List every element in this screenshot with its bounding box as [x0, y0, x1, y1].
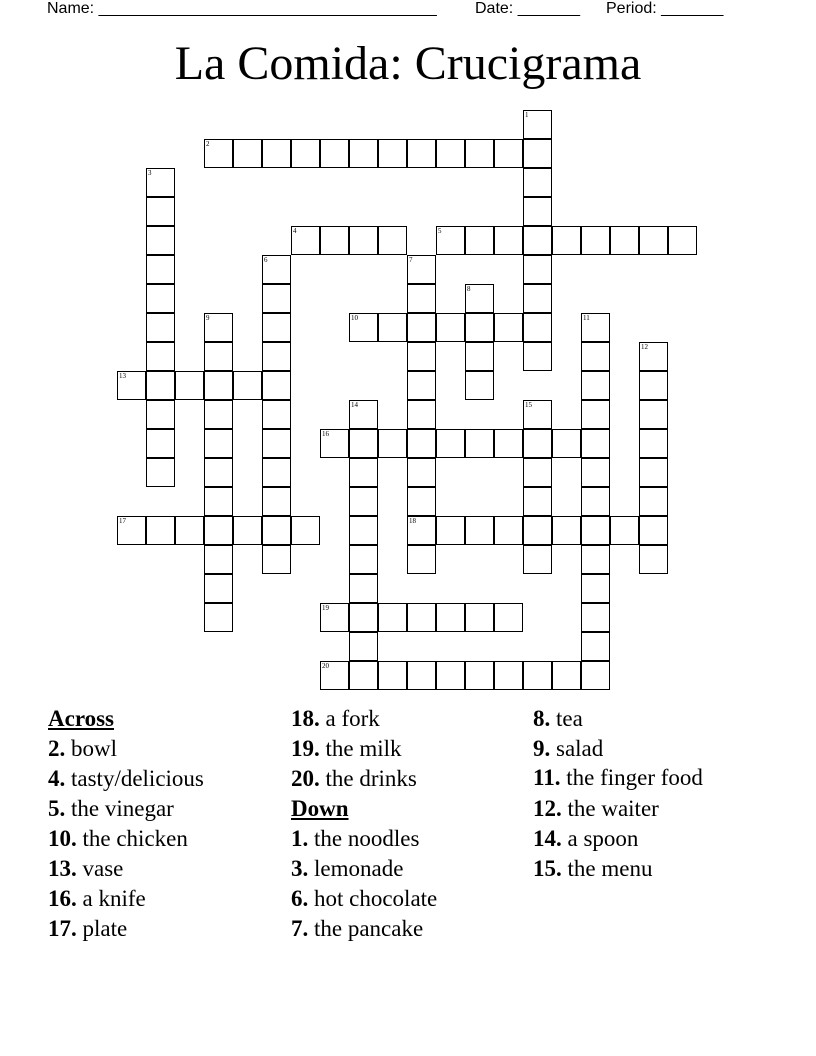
grid-cell[interactable]	[233, 371, 262, 400]
grid-cell[interactable]	[117, 516, 146, 545]
grid-cell[interactable]	[523, 661, 552, 690]
grid-cell[interactable]	[494, 661, 523, 690]
grid-cell[interactable]	[465, 516, 494, 545]
clue-across-5: 5. the vinegar	[48, 796, 174, 821]
grid-cell[interactable]	[349, 458, 378, 487]
grid-cell[interactable]	[639, 371, 668, 400]
grid-cell[interactable]	[639, 400, 668, 429]
grid-cell[interactable]	[552, 226, 581, 255]
down-heading: Down	[291, 796, 349, 821]
grid-cell[interactable]	[262, 139, 291, 168]
grid-cell[interactable]	[639, 342, 668, 371]
grid-cell[interactable]	[146, 458, 175, 487]
grid-cell[interactable]	[465, 313, 494, 342]
cell-number: 2	[206, 140, 210, 148]
grid-cell[interactable]	[262, 487, 291, 516]
cell-number: 11	[583, 314, 590, 322]
clue-down-14: 14. a spoon	[533, 826, 639, 851]
grid-cell[interactable]	[581, 400, 610, 429]
grid-cell[interactable]	[523, 400, 552, 429]
grid-cell[interactable]	[378, 313, 407, 342]
cell-number: 20	[322, 662, 329, 670]
grid-cell[interactable]	[581, 661, 610, 690]
clue-column-1	[48, 704, 288, 944]
grid-cell[interactable]	[407, 487, 436, 516]
grid-cell[interactable]	[581, 226, 610, 255]
grid-cell[interactable]	[204, 487, 233, 516]
grid-cell[interactable]	[291, 226, 320, 255]
grid-cell[interactable]	[146, 168, 175, 197]
period-line: _______	[661, 0, 724, 17]
grid-cell[interactable]	[407, 545, 436, 574]
grid-cell[interactable]	[146, 400, 175, 429]
grid-cell[interactable]	[581, 487, 610, 516]
grid-cell[interactable]	[465, 603, 494, 632]
grid-cell[interactable]	[146, 371, 175, 400]
grid-cell[interactable]	[523, 168, 552, 197]
grid-cell[interactable]	[523, 429, 552, 458]
cell-number: 8	[467, 285, 471, 293]
grid-cell[interactable]	[146, 255, 175, 284]
grid-cell[interactable]	[436, 603, 465, 632]
grid-cell[interactable]	[581, 574, 610, 603]
grid-cell[interactable]	[233, 139, 262, 168]
clue-down-11: 11. the finger food	[533, 765, 703, 790]
clue-across-13: 13. vase	[48, 856, 124, 881]
grid-cell[interactable]	[378, 429, 407, 458]
grid-cell[interactable]	[581, 371, 610, 400]
grid-cell[interactable]	[407, 342, 436, 371]
grid-cell[interactable]	[436, 226, 465, 255]
grid-cell[interactable]	[407, 458, 436, 487]
grid-cell[interactable]	[494, 429, 523, 458]
grid-cell[interactable]	[175, 371, 204, 400]
grid-cell[interactable]	[349, 574, 378, 603]
grid-cell[interactable]	[204, 458, 233, 487]
clue-across-19: 19. the milk	[291, 736, 402, 761]
grid-cell[interactable]	[262, 516, 291, 545]
grid-cell[interactable]	[494, 603, 523, 632]
clue-down-15: 15. the menu	[533, 856, 653, 881]
grid-cell[interactable]	[465, 226, 494, 255]
cell-number: 13	[119, 372, 126, 380]
grid-cell[interactable]	[639, 458, 668, 487]
grid-cell[interactable]	[407, 371, 436, 400]
grid-cell[interactable]	[436, 661, 465, 690]
cell-number: 12	[641, 343, 648, 351]
grid-cell[interactable]	[581, 342, 610, 371]
grid-cell[interactable]	[523, 313, 552, 342]
cell-number: 6	[264, 256, 268, 264]
grid-cell[interactable]	[407, 603, 436, 632]
grid-cell[interactable]	[465, 284, 494, 313]
grid-cell[interactable]	[465, 429, 494, 458]
grid-cell[interactable]	[349, 632, 378, 661]
grid-cell[interactable]	[378, 661, 407, 690]
grid-cell[interactable]	[146, 342, 175, 371]
grid-cell[interactable]	[581, 632, 610, 661]
grid-cell[interactable]	[523, 139, 552, 168]
clue-across-4: 4. tasty/delicious	[48, 766, 204, 791]
name-label: Name:	[47, 0, 95, 17]
grid-cell[interactable]	[523, 110, 552, 139]
grid-cell[interactable]	[262, 255, 291, 284]
grid-cell[interactable]	[494, 139, 523, 168]
grid-cell[interactable]	[610, 516, 639, 545]
grid-cell[interactable]	[494, 516, 523, 545]
grid-cell[interactable]	[262, 313, 291, 342]
grid-cell[interactable]	[146, 429, 175, 458]
grid-cell[interactable]	[407, 313, 436, 342]
grid-cell[interactable]	[349, 487, 378, 516]
clue-down-8: 8. tea	[533, 706, 583, 731]
grid-cell[interactable]	[523, 545, 552, 574]
grid-cell[interactable]	[581, 603, 610, 632]
clue-across-18: 18. a fork	[291, 706, 380, 731]
grid-cell[interactable]	[262, 371, 291, 400]
cell-number: 9	[206, 314, 210, 322]
grid-cell[interactable]	[407, 255, 436, 284]
clue-down-6: 6. hot chocolate	[291, 886, 438, 911]
grid-cell[interactable]	[204, 400, 233, 429]
grid-cell[interactable]	[262, 342, 291, 371]
grid-cell[interactable]	[349, 661, 378, 690]
grid-cell[interactable]	[465, 139, 494, 168]
grid-cell[interactable]	[146, 197, 175, 226]
grid-cell[interactable]	[639, 226, 668, 255]
grid-cell[interactable]	[349, 313, 378, 342]
grid-cell[interactable]	[204, 139, 233, 168]
grid-cell[interactable]	[204, 516, 233, 545]
clue-across-16: 16. a knife	[48, 886, 146, 911]
across-heading: Across	[48, 706, 115, 731]
period-label: Period:	[606, 0, 657, 17]
grid-cell[interactable]	[494, 226, 523, 255]
cell-number: 5	[438, 227, 442, 235]
grid-cell[interactable]	[378, 226, 407, 255]
grid-cell[interactable]	[204, 574, 233, 603]
clue-down-12: 12. the waiter	[533, 796, 659, 821]
grid-cell[interactable]	[291, 516, 320, 545]
grid-cell[interactable]	[523, 516, 552, 545]
grid-cell[interactable]	[378, 603, 407, 632]
grid-cell[interactable]	[523, 284, 552, 313]
date-line: _______	[517, 0, 580, 17]
grid-cell[interactable]	[552, 429, 581, 458]
grid-cell[interactable]	[349, 429, 378, 458]
grid-cell[interactable]	[407, 661, 436, 690]
grid-cell[interactable]	[494, 313, 523, 342]
grid-cell[interactable]	[146, 284, 175, 313]
grid-cell[interactable]	[349, 516, 378, 545]
page-title: La Comida: Crucigrama	[174, 37, 642, 90]
cell-number: 10	[351, 314, 358, 322]
cell-number: 1	[525, 111, 529, 119]
cell-number: 7	[409, 256, 413, 264]
grid-cell[interactable]	[581, 313, 610, 342]
grid-cell[interactable]	[465, 661, 494, 690]
grid-cell[interactable]	[146, 516, 175, 545]
grid-cell[interactable]	[407, 284, 436, 313]
clue-across-20: 20. the drinks	[291, 766, 417, 791]
grid-cell[interactable]	[262, 400, 291, 429]
grid-cell[interactable]	[204, 342, 233, 371]
name-line: ______________________________________	[98, 0, 437, 17]
grid-cell[interactable]	[523, 226, 552, 255]
grid-cell[interactable]	[349, 545, 378, 574]
grid-cell[interactable]	[262, 458, 291, 487]
clue-down-1: 1. the noodles	[291, 826, 420, 851]
cell-number: 18	[409, 517, 416, 525]
grid-cell[interactable]	[436, 313, 465, 342]
grid-cell[interactable]	[465, 342, 494, 371]
clue-down-9: 9. salad	[533, 736, 604, 761]
clue-column-2	[291, 704, 531, 944]
grid-cell[interactable]	[581, 545, 610, 574]
cell-number: 16	[322, 430, 329, 438]
clue-down-7: 7. the pancake	[291, 916, 424, 941]
grid-cell[interactable]	[320, 139, 349, 168]
grid-cell[interactable]	[581, 516, 610, 545]
grid-cell[interactable]	[407, 139, 436, 168]
grid-cell[interactable]	[523, 255, 552, 284]
grid-cell[interactable]	[233, 516, 262, 545]
grid-cell[interactable]	[262, 284, 291, 313]
grid-cell[interactable]	[204, 603, 233, 632]
grid-cell[interactable]	[117, 371, 146, 400]
grid-cell[interactable]	[204, 545, 233, 574]
grid-cell[interactable]	[146, 226, 175, 255]
grid-cell[interactable]	[320, 226, 349, 255]
grid-cell[interactable]	[146, 313, 175, 342]
grid-cell[interactable]	[668, 226, 697, 255]
grid-cell[interactable]	[291, 139, 320, 168]
grid-cell[interactable]	[175, 516, 204, 545]
grid-cell[interactable]	[320, 603, 349, 632]
grid-cell[interactable]	[639, 429, 668, 458]
grid-cell[interactable]	[349, 603, 378, 632]
grid-cell[interactable]	[639, 545, 668, 574]
grid-cell[interactable]	[204, 429, 233, 458]
grid-cell[interactable]	[407, 516, 436, 545]
grid-cell[interactable]	[552, 661, 581, 690]
cell-number: 15	[525, 401, 532, 409]
grid-cell[interactable]	[523, 197, 552, 226]
cell-number: 17	[119, 517, 126, 525]
cell-number: 19	[322, 604, 329, 612]
grid-cell[interactable]	[349, 226, 378, 255]
clue-across-17: 17. plate	[48, 916, 128, 941]
clue-down-3: 3. lemonade	[291, 856, 404, 881]
cell-number: 4	[293, 227, 297, 235]
clue-column-3	[533, 704, 733, 884]
cell-number: 3	[148, 169, 152, 177]
grid-cell[interactable]	[523, 458, 552, 487]
grid-cell[interactable]	[639, 516, 668, 545]
grid-cell[interactable]	[436, 516, 465, 545]
grid-cell[interactable]	[262, 429, 291, 458]
clue-across-2: 2. bowl	[48, 736, 117, 761]
grid-cell[interactable]	[639, 487, 668, 516]
grid-cell[interactable]	[523, 487, 552, 516]
grid-cell[interactable]	[465, 371, 494, 400]
grid-cell[interactable]	[378, 139, 407, 168]
grid-cell[interactable]	[204, 371, 233, 400]
cell-number: 14	[351, 401, 358, 409]
grid-cell[interactable]	[320, 661, 349, 690]
grid-cell[interactable]	[349, 139, 378, 168]
grid-cell[interactable]	[436, 429, 465, 458]
grid-cell[interactable]	[204, 313, 233, 342]
grid-cell[interactable]	[407, 400, 436, 429]
grid-cell[interactable]	[320, 429, 349, 458]
grid-cell[interactable]	[610, 226, 639, 255]
grid-cell[interactable]	[436, 139, 465, 168]
grid-cell[interactable]	[262, 545, 291, 574]
date-label: Date:	[475, 0, 514, 17]
grid-cell[interactable]	[552, 516, 581, 545]
grid-cell[interactable]	[523, 342, 552, 371]
grid-cell[interactable]	[407, 429, 436, 458]
grid-cell[interactable]	[581, 429, 610, 458]
grid-cell[interactable]	[581, 458, 610, 487]
clue-across-10: 10. the chicken	[48, 826, 188, 851]
grid-cell[interactable]	[349, 400, 378, 429]
